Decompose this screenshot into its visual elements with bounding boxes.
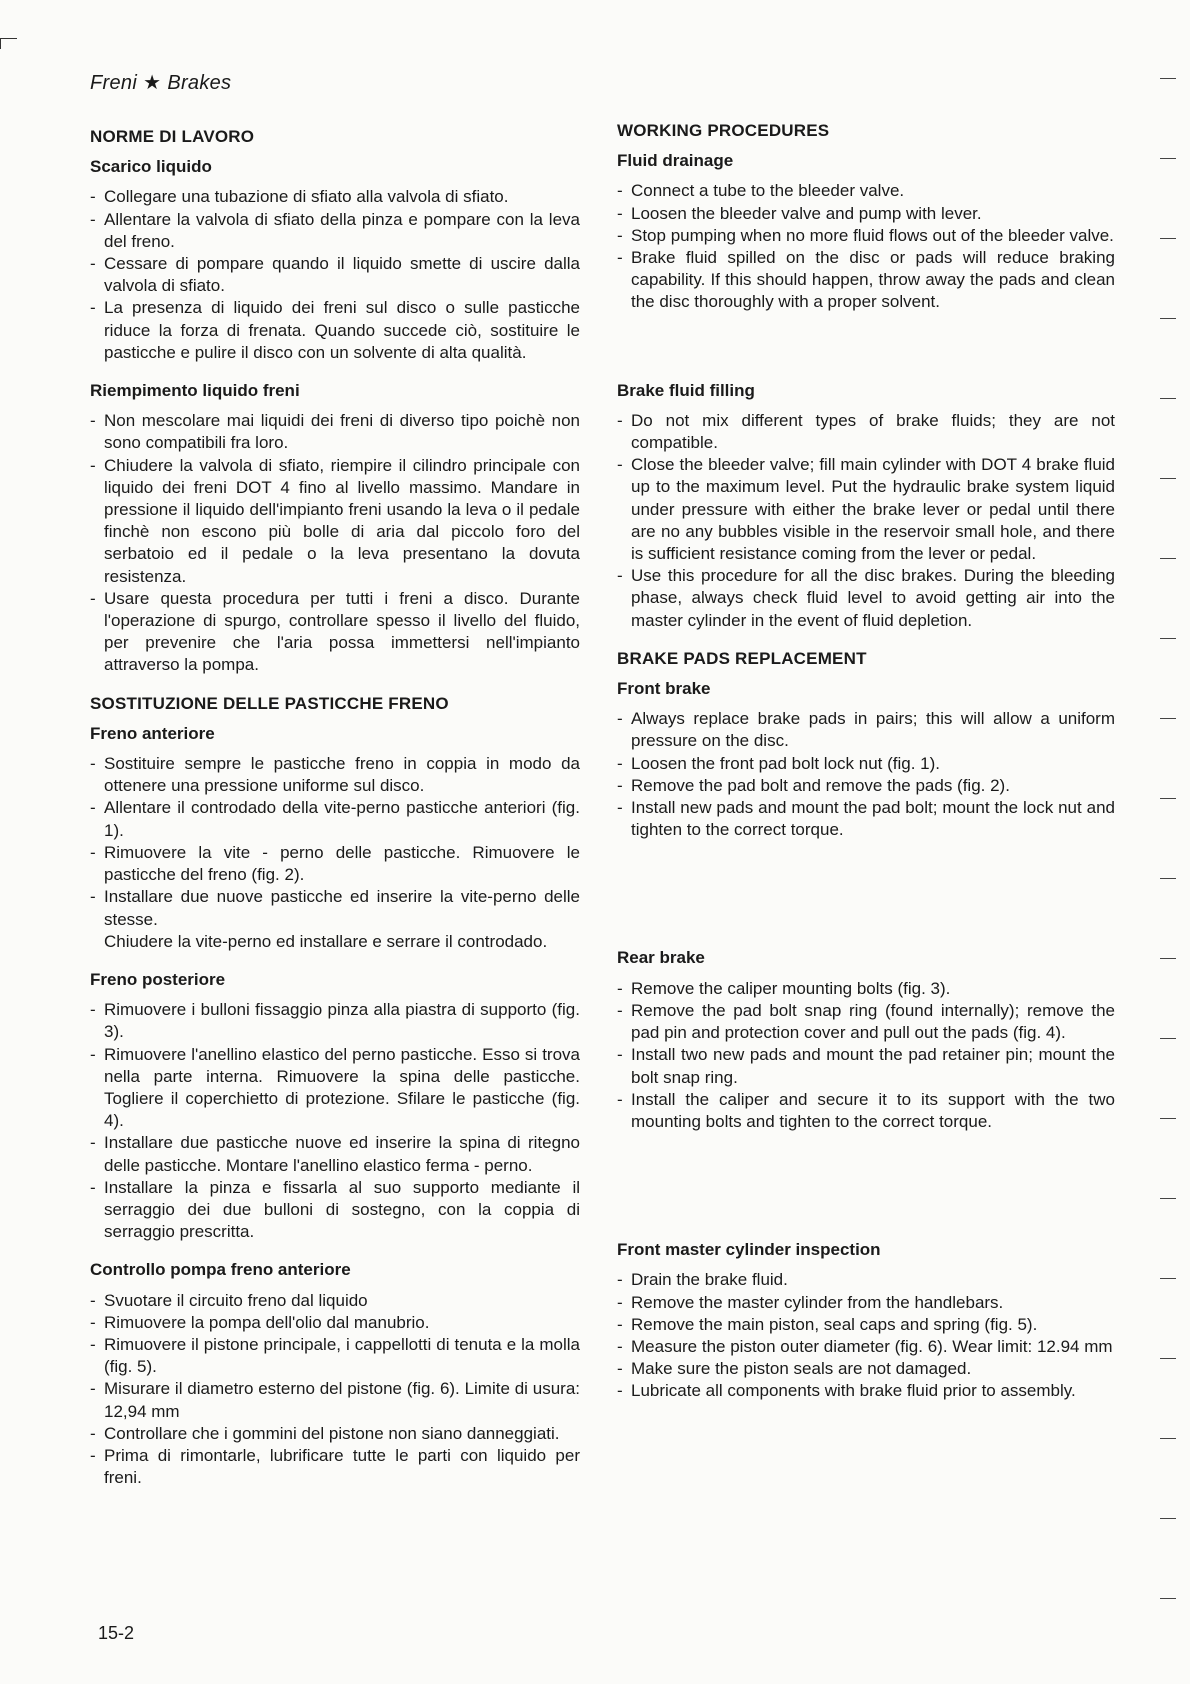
list-item: - Remove the pad bolt snap ring (found internally); remove the pad pin and protection cover and pull out the pads (fig. 4). [617,1000,1115,1044]
tick-mark [1160,318,1176,319]
fluid-drainage-section [617,150,1115,313]
list-item: - Remove the main piston, seal caps and spring (fig. 5). [617,1314,1115,1336]
list-item: - Non mescolare mai liquidi dei freni di diverso tipo poichè non sono compatibili fra loro. [90,410,580,454]
section-title-brake-pads-replacement: BRAKE PADS REPLACEMENT [617,648,867,668]
list-item: - Measure the piston outer diameter (fig. 6). Wear limit: 12.94 mm [617,1336,1115,1358]
list-item: - Install the caliper and secure it to its support with the two mounting bolts and tighten to the correct torque. [617,1089,1115,1133]
italian-column [90,126,580,1505]
list-item: - Loosen the bleeder valve and pump with lever. [617,203,1115,225]
list-item: - Connect a tube to the bleeder valve. [617,180,1115,202]
controllo-pompa-list [90,1290,580,1490]
heading-riempimento: Riempimento liquido freni [90,381,300,401]
star-icon: ★ [143,72,162,94]
tick-mark [1160,238,1176,239]
list-item: - Use this procedure for all the disc brakes. During the bleeding phase, always check fluid level to avoid getting air into the master cylinder in the event of fluid depletion. [617,565,1115,632]
list-item: - Sostituire sempre le pasticche freno in coppia in modo da ottenere una pressione uniforme sul disco. [90,753,580,797]
tick-mark [1160,1358,1176,1359]
list-item: - Install two new pads and mount the pad retainer pin; mount the bolt snap ring. [617,1044,1115,1088]
list-item: - Allentare la valvola di sfiato della pinza e pompare con la leva del freno. [90,209,580,253]
rear-brake-section [617,947,1115,1133]
list-item: - Rimuovere la vite - perno delle pasticche. Rimuovere le pasticche del freno (fig. 2). [90,842,580,886]
tick-mark [1160,798,1176,799]
list-item: - Prima di rimontarle, lubrificare tutte le parti con liquido per freni. [90,1445,580,1489]
spacer [617,1149,1115,1239]
freno-posteriore-list [90,999,580,1243]
heading-fluid-drainage: Fluid drainage [617,151,734,171]
crop-mark [0,38,17,49]
heading-brake-fluid-filling: Brake fluid filling [617,380,755,400]
freno-anteriore-note: Chiudere la vite-perno ed installare e serrare il controdado. [104,931,548,951]
heading-controllo-pompa: Controllo pompa freno anteriore [90,1260,351,1280]
scarico-section [90,156,580,364]
list-item: - Drain the brake fluid. [617,1269,1115,1291]
list-item: - Make sure the piston seals are not damaged. [617,1358,1115,1380]
section-title-working-procedures: WORKING PROCEDURES [617,121,830,140]
list-item: - Cessare di pompare quando il liquido smette di uscire dalla valvola di sfiato. [90,253,580,297]
list-item: - Remove the master cylinder from the handlebars. [617,1292,1115,1314]
section-title-norme: NORME DI LAVORO [90,127,255,146]
heading-master-cylinder-inspection: Front master cylinder inspection [617,1240,881,1260]
spacer [617,857,1115,947]
list-item: - Collegare una tubazione di sfiato alla valvola di sfiato. [90,186,580,208]
list-item: - Installare due nuove pasticche ed inserire la vite-perno delle stesse. [90,886,580,930]
list-item: - Loosen the front pad bolt lock nut (fig. 1). [617,753,1115,775]
tick-mark [1160,158,1176,159]
header-english: Brakes [167,72,232,94]
front-brake-list [617,708,1115,841]
scarico-list [90,186,580,364]
list-item: - Brake fluid spilled on the disc or pads will reduce braking capability. If this should happen, throw away the pads and clean the disc thoroughly with a proper solvent. [617,247,1115,314]
heading-freno-posteriore: Freno posteriore [90,969,226,989]
list-item: - Svuotare il circuito freno dal liquido [90,1290,580,1312]
list-item: - Always replace brake pads in pairs; this will allow a uniform pressure on the disc. [617,708,1115,752]
list-item: - Installare due pasticche nuove ed inserire la spina di ritegno delle pasticche. Montare l'anellino elastico ferma - perno. [90,1132,580,1176]
list-item: - Usare questa procedura per tutti i freni a disco. Durante l'operazione di spurgo, controllare spesso il livello del fluido, per prevenire che l'aria possa immettersi nell'impianto attraverso la pompa. [90,588,580,677]
list-item: - Remove the pad bolt and remove the pads (fig. 2). [617,775,1115,797]
rear-brake-list [617,978,1115,1133]
list-item: - Misurare il diametro esterno del pistone (fig. 6). Limite di usura: 12,94 mm [90,1378,580,1422]
page-number: 15-2 [98,1623,135,1643]
list-item: - Do not mix different types of brake fluids; they are not compatible. [617,410,1115,454]
master-cylinder-inspection-section [617,1239,1115,1402]
tick-mark [1160,398,1176,399]
tick-mark [1160,558,1176,559]
tick-mark [1160,1278,1176,1279]
tick-mark [1160,1598,1176,1599]
list-item: - Chiudere la valvola di sfiato, riempire il cilindro principale con liquido dei freni DOT 4 fino al livello massimo. Mandare in pressione il liquido dell'impianto freni usando la leva o il pedale finchè non escono più bolle di aria dal piccolo foro del serbatoio ed il pedale o la leva presentano la dovuta resistenza. [90,455,580,588]
brake-fluid-filling-section [617,380,1115,632]
front-brake-section [617,678,1115,841]
tick-mark [1160,1198,1176,1199]
fluid-drainage-list [617,180,1115,313]
tick-mark [1160,1118,1176,1119]
list-item: - Controllare che i gommini del pistone non siano danneggiati. [90,1423,580,1445]
tick-mark [1160,878,1176,879]
list-item: - Rimuovere l'anellino elastico del perno pasticche. Esso si trova nella parte interna. Rimuovere la spina delle pasticche. Togliere il coperchietto di protezione. Sfilare le pasticche (fig. 4). [90,1044,580,1133]
tick-mark [1160,718,1176,719]
list-item: - Install new pads and mount the pad bolt; mount the lock nut and tighten to the correct torque. [617,797,1115,841]
list-item: - Close the bleeder valve; fill main cylinder with DOT 4 brake fluid up to the maximum level. Put the hydraulic brake system liquid under pressure with either the brake lever or pedal until there are no any bubbles visible in the reservoir small hole, and there is sufficient resistance coming from the lever or pedal. [617,454,1115,565]
tick-mark [1160,1438,1176,1439]
freno-posteriore-section [90,969,580,1243]
english-column [617,120,1115,1419]
riempimento-section [90,380,580,677]
heading-rear-brake: Rear brake [617,948,705,968]
freno-anteriore-list [90,753,580,931]
list-item: - La presenza di liquido dei freni sul disco o sulle pasticche riduce la forza di frenata. Quando succede ciò, sostituire le pasticche e pulire il disco con un solvente di alta qualità. [90,297,580,364]
riempimento-list [90,410,580,676]
tick-mark [1160,1038,1176,1039]
tick-mark [1160,78,1176,79]
controllo-pompa-section [90,1259,580,1489]
master-cylinder-inspection-list [617,1269,1115,1402]
list-item: - Rimuovere la pompa dell'olio dal manubrio. [90,1312,580,1334]
heading-freno-anteriore: Freno anteriore [90,723,215,743]
section-title-sostituzione: SOSTITUZIONE DELLE PASTICCHE FRENO [90,693,449,713]
tick-mark [1160,638,1176,639]
brake-fluid-filling-list [617,410,1115,632]
page-header [90,70,231,95]
list-item: - Remove the caliper mounting bolts (fig. 3). [617,978,1115,1000]
heading-scarico: Scarico liquido [90,157,212,177]
list-item: - Stop pumping when no more fluid flows out of the bleeder valve. [617,225,1115,247]
heading-front-brake: Front brake [617,679,711,699]
spacer [617,330,1115,380]
list-item: - Rimuovere i bulloni fissaggio pinza alla piastra di supporto (fig. 3). [90,999,580,1043]
tick-mark [1160,478,1176,479]
list-item: - Allentare il controdado della vite-perno pasticche anteriori (fig. 1). [90,797,580,841]
header-italian: Freni [90,72,138,94]
tick-mark [1160,1518,1176,1519]
tick-mark [1160,958,1176,959]
list-item: - Installare la pinza e fissarla al suo supporto mediante il serraggio dei due bulloni di sostegno, con la coppia di serraggio prescritta. [90,1177,580,1244]
list-item: - Rimuovere il pistone principale, i cappellotti di tenuta e la molla (fig. 5). [90,1334,580,1378]
freno-anteriore-section [90,723,580,953]
list-item: - Lubricate all components with brake fluid prior to assembly. [617,1380,1115,1402]
